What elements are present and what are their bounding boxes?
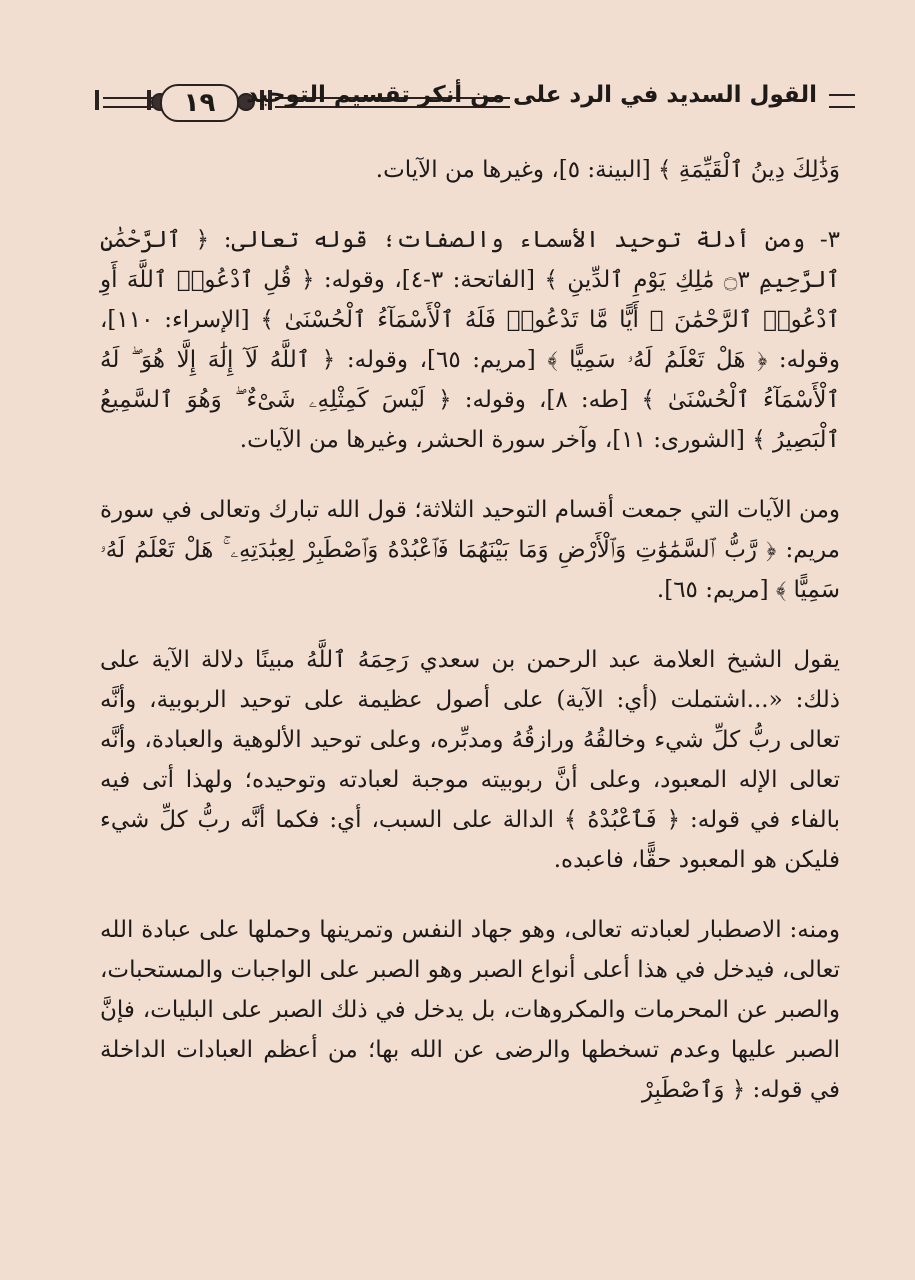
paragraph: وَذَٰلِكَ دِينُ ٱلْقَيِّمَةِ ﴾ [البينة: ٥]، وغيرها من الآيات. xyxy=(375,157,840,183)
paragraph: ومنه: الاصطبار لعبادته تعالى، وهو جهاد النفس وتمرينها وحملها على عبادة الله تعالى، فيدخل في هذا أعلى أنواع الصبر وهو الصبر على الواجبات والمستحبات، والصبر عن المحرمات والمكروهات، بل يدخل في ذلك الصبر على البليات، فإنَّ الصبر عليها وعدم تسخطها والرضى عن الله بها؛ من أعظم العبادات الداخلة في قوله: ﴿ وَٱصْطَبِرْ xyxy=(100,917,840,1103)
paragraph: ٣- ومن أدلة توحيد الأسماء والصفات؛ قوله تعالى: ﴿ ٱلرَّحْمَٰنِ ٱلرَّحِيمِ ۝٣ مَٰلِكِ يَوْمِ ٱلدِّينِ ﴾ [الفاتحة: ٣-٤]، وقوله: ﴿ قُلِ ٱدْعُوا۟ ٱللَّهَ أَوِ ٱدْعُوا۟ ٱلرَّحْمَٰنَ ۖ أَيًّا مَّا تَدْعُوا۟ فَلَهُ ٱلْأَسْمَآءُ ٱلْحُسْنَىٰ ﴾ [الإسراء: ١١٠]، وقوله: ﴿ هَلْ تَعْلَمُ لَهُۥ سَمِيًّا ﴾ [مريم: ٦٥]، وقوله: ﴿ ٱللَّهُ لَآ إِلَٰهَ إِلَّا هُوَ ۖ لَهُ ٱلْأَسْمَآءُ ٱلْحُسْنَىٰ ﴾ [طه: ٨]، وقوله: ﴿ لَيْسَ كَمِثْلِهِۦ شَىْءٌ ۖ وَهُوَ ٱلسَّمِيعُ ٱلْبَصِيرُ ﴾ [الشورى: ١١]، وآخر سورة الحشر، وغيرها من الآيات. xyxy=(100,227,841,453)
page-number: ١٩ xyxy=(160,84,239,122)
paragraph: ومن الآيات التي جمعت أقسام التوحيد الثلاثة؛ قول الله تبارك وتعالى في سورة مريم: ﴿ رَّبُّ ٱلسَّمَٰوَٰتِ وَٱلْأَرْضِ وَمَا بَيْنَهُمَا فَٱعْبُدْهُ وَٱصْطَبِرْ لِعِبَٰدَتِهِۦ ۚ هَلْ تَعْلَمُ لَهُۥ سَمِيًّا ﴾ [مريم: ٦٥]. xyxy=(100,497,840,603)
paragraph: يقول الشيخ العلامة عبد الرحمن بن سعدي رَحِمَهُ ٱللَّهُ مبينًا دلالة الآية على ذلك: «...اشتملت (أي: الآية) على أصول عظيمة على توحيد الربوبية، وأنَّه تعالى ربُّ كلِّ شيء وخالقُهُ ورازقُهُ ومدبِّره، وعلى توحيد الألوهية والعبادة، وأنَّه تعالى الإله المعبود، وعلى أنَّ ربوبيته موجبة لعبادته وتوحيده؛ ولهذا أتى فيه بالفاء في قوله: ﴿ فَٱعْبُدْهُ ﴾ الدالة على السبب، أي: فكما أنَّه ربُّ كلِّ شيء فليكن هو المعبود حقًّا، فاعبده. xyxy=(100,647,840,873)
ornament-bar-left xyxy=(103,97,153,108)
page-header xyxy=(95,80,855,130)
ornament-marks xyxy=(829,94,855,108)
body-text xyxy=(100,150,840,1140)
running-title: القول السديد في الرد على من أنكر تقسيم التوحيد xyxy=(246,82,817,108)
ornament-tick xyxy=(95,90,99,110)
